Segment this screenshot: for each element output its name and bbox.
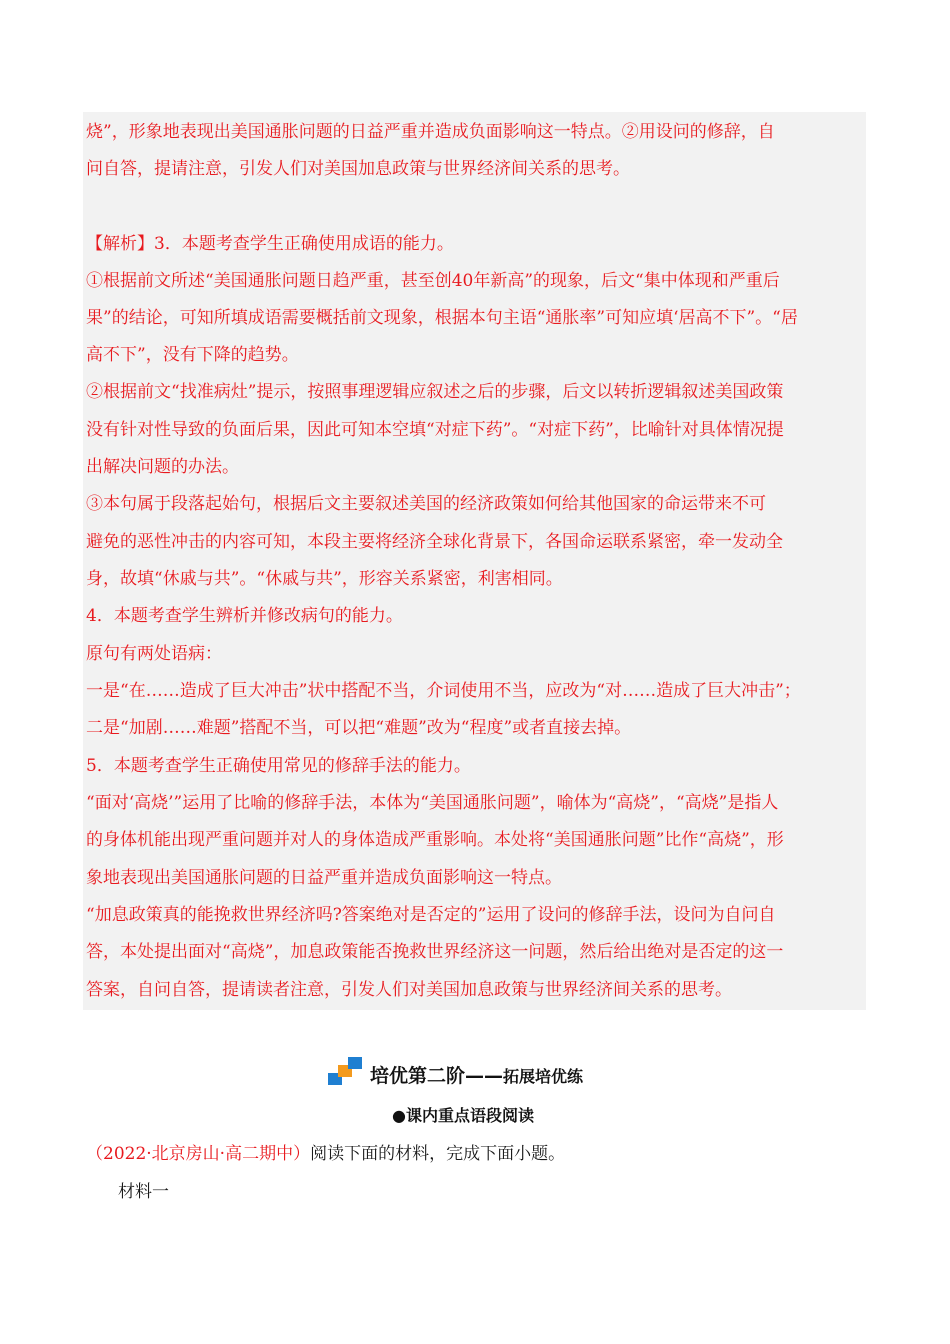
answer-line: ③本句属于段落起始句，根据后文主要叙述美国的经济政策如何给其他国家的命运带来不可 bbox=[86, 494, 766, 514]
answer-line: 烧”，形象地表现出美国通胀问题的日益严重并造成负面影响这一特点。②用设问的修辞，自 bbox=[86, 122, 775, 142]
question-instruction: 阅读下面的材料，完成下面小题。 bbox=[310, 1144, 566, 1164]
answer-line: 没有针对性导致的负面后果，因此可知本空填“对症下药”。“对症下药”，比喻针对具体情况提 bbox=[86, 420, 784, 440]
material-label: 材料一 bbox=[118, 1182, 169, 1202]
answer-line: 象地表现出美国通胀问题的日益严重并造成负面影响这一特点。 bbox=[86, 868, 562, 888]
answer-line: 答案，自问自答，提请读者注意，引发人们对美国加息政策与世界经济间关系的思考。 bbox=[86, 980, 732, 1000]
answer-line: 问自答，提请注意，引发人们对美国加息政策与世界经济间关系的思考。 bbox=[86, 159, 630, 179]
analysis-heading-line: 【解析】3．本题考查学生正确使用成语的能力。 bbox=[86, 234, 454, 254]
question-source: （2022·北京房山·高二期中） bbox=[86, 1144, 311, 1164]
answer-line: 的身体机能出现严重问题并对人的身体造成严重影响。本处将“美国通胀问题”比作“高烧”，形 bbox=[86, 830, 784, 850]
answer-line: 4．本题考查学生辨析并修改病句的能力。 bbox=[86, 606, 403, 626]
answer-line: 5．本题考查学生正确使用常见的修辞手法的能力。 bbox=[86, 756, 471, 776]
answer-line: ①根据前文所述“美国通胀问题日趋严重，甚至创40年新高”的现象，后文“集中体现和严重后 bbox=[86, 271, 780, 291]
answer-line: 二是“加剧……难题”搭配不当，可以把“难题”改为“程度”或者直接去掉。 bbox=[86, 718, 632, 738]
answer-line: ②根据前文“找准病灶”提示，按照事理逻辑应叙述之后的步骤，后文以转折逻辑叙述美国政策 bbox=[86, 382, 784, 402]
answer-line: 果”的结论，可知所填成语需要概括前文现象，根据本句主语“通胀率”可知应填‘居高不下”。“居 bbox=[86, 308, 798, 328]
answer-line: 身，故填“休戚与共”。“休戚与共”，形容关系紧密，利害相同。 bbox=[86, 569, 563, 589]
section-subtitle: ●课内重点语段阅读 bbox=[392, 1106, 534, 1125]
stairs-icon bbox=[328, 1055, 368, 1087]
answer-line: 出解决问题的办法。 bbox=[86, 457, 239, 477]
answer-line: 原句有两处语病： bbox=[86, 644, 222, 664]
question-intro bbox=[86, 1143, 565, 1165]
answer-line: 一是“在……造成了巨大冲击”状中搭配不当，介词使用不当，应改为“对……造成了巨大冲击”； bbox=[86, 681, 801, 701]
answer-line: “面对‘高烧’”运用了比喻的修辞手法，本体为“美国通胀问题”，喻体为“高烧”，“高烧”是指人 bbox=[86, 793, 779, 813]
answer-line: 高不下”，没有下降的趋势。 bbox=[86, 345, 299, 365]
answer-line: 答，本处提出面对“高烧”，加息政策能否挽救世界经济这一问题，然后给出绝对是否定的这一 bbox=[86, 942, 784, 962]
answer-line: “加息政策真的能挽救世界经济吗?答案绝对是否定的”运用了设问的修辞手法，设问为自问自 bbox=[86, 905, 776, 925]
answer-line: 避免的恶性冲击的内容可知，本段主要将经济全球化背景下，各国命运联系紧密，牵一发动全 bbox=[86, 532, 783, 552]
section-title: 培优第二阶——拓展培优练 bbox=[370, 1065, 584, 1087]
section-heading bbox=[328, 1055, 688, 1091]
